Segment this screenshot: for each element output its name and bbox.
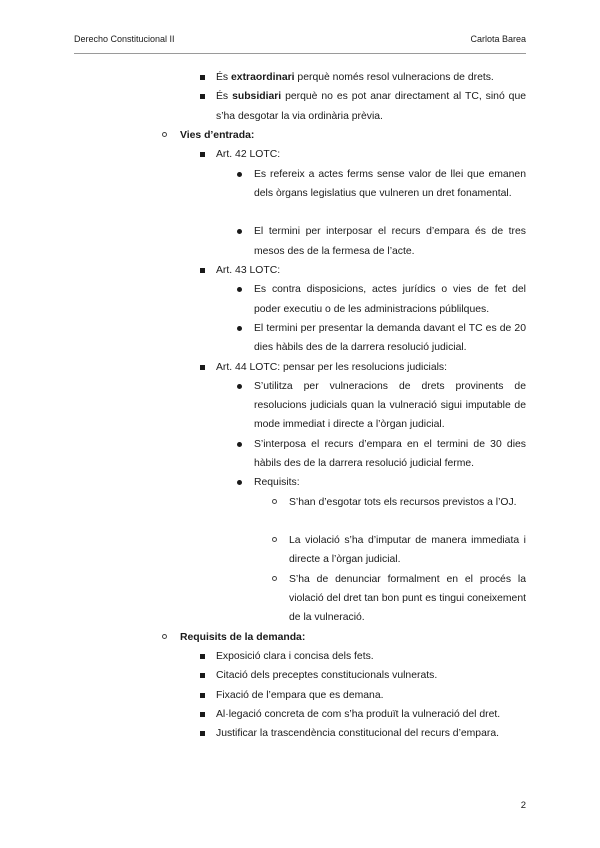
dot-bullet-icon: [237, 172, 242, 177]
list-item: Justificar la trascendència constitucional del recurs d’empara.: [216, 724, 526, 743]
dot-bullet-icon: [237, 480, 242, 485]
square-bullet-icon: [200, 268, 205, 273]
circle-bullet-icon: [162, 634, 167, 639]
square-bullet-icon: [200, 152, 205, 157]
section-title: Requisits de la demanda:: [180, 631, 306, 643]
square-bullet-icon: [200, 654, 205, 659]
list-item: S’interposa el recurs d’empara en el termini de 30 dies hàbils des de la darrera resolució judicial ferme.: [254, 435, 526, 474]
dot-bullet-icon: [237, 229, 242, 234]
list-item-art43: Art. 43 LOTC:: [216, 261, 526, 280]
section-vies-entrada: [180, 126, 526, 145]
page-number: 2: [520, 800, 526, 811]
list-item: Es refereix a actes ferms sense valor de llei que emanen dels òrgans legislatius que vulneren un dret fonamental.: [254, 165, 526, 204]
header-divider: [74, 53, 526, 54]
list-item: Exposició clara i concisa dels fets.: [216, 647, 526, 666]
list-item: Es contra disposicions, actes jurídics o vies de fet del poder executiu o de les administracions públilques.: [254, 280, 526, 319]
square-bullet-icon: [200, 693, 205, 698]
header-author: Carlota Barea: [470, 34, 526, 44]
list-item: S’ha de denunciar formalment en el procés la violació del dret tan bon punt es tingui coneixement de la vulneració.: [289, 570, 526, 628]
square-bullet-icon: [200, 712, 205, 717]
circle-bullet-icon: [272, 499, 277, 504]
section-title: Vies d’entrada:: [180, 129, 255, 141]
list-item: Citació dels preceptes constitucionals vulnerats.: [216, 666, 526, 685]
square-bullet-icon: [200, 94, 205, 99]
header-course-title: Derecho Constitucional II: [74, 34, 175, 44]
circle-bullet-icon: [272, 576, 277, 581]
square-bullet-icon: [200, 365, 205, 370]
circle-bullet-icon: [162, 132, 167, 137]
list-item: Requisits:: [254, 473, 526, 492]
list-item: El termini per interposar el recurs d’empara és de tres mesos des de la fermesa de l’acte.: [254, 222, 526, 261]
square-bullet-icon: [200, 673, 205, 678]
list-item: S’han d’esgotar tots els recursos previstos a l’OJ.: [289, 493, 526, 512]
list-item: És extraordinari perquè només resol vulneracions de drets.: [216, 68, 526, 87]
square-bullet-icon: [200, 731, 205, 736]
list-item: La violació s’ha d’imputar de manera immediata i directe a l’òrgan judicial.: [289, 531, 526, 570]
dot-bullet-icon: [237, 287, 242, 292]
list-item-art42: Art. 42 LOTC:: [216, 145, 526, 164]
list-item: Al·legació concreta de com s’ha produït la vulneració del dret.: [216, 705, 526, 724]
square-bullet-icon: [200, 75, 205, 80]
list-item: És subsidiari perquè no es pot anar directament al TC, sinó que s’ha desgotar la via ordinària prèvia.: [216, 87, 526, 126]
list-item: S’utilitza per vulneracions de drets provinents de resolucions judicials quan la vulneració sigui imputable de mode immediat i directe a l’òrgan judicial.: [254, 377, 526, 435]
list-item: Fixació de l’empara que es demana.: [216, 686, 526, 705]
list-item-art44: Art. 44 LOTC: pensar per les resolucions judicials:: [216, 358, 526, 377]
section-requisits-demanda: [180, 628, 526, 647]
dot-bullet-icon: [237, 442, 242, 447]
list-item: El termini per presentar la demanda davant el TC es de 20 dies hàbils des de la darrera resolució judicial.: [254, 319, 526, 358]
circle-bullet-icon: [272, 537, 277, 542]
dot-bullet-icon: [237, 384, 242, 389]
dot-bullet-icon: [237, 326, 242, 331]
